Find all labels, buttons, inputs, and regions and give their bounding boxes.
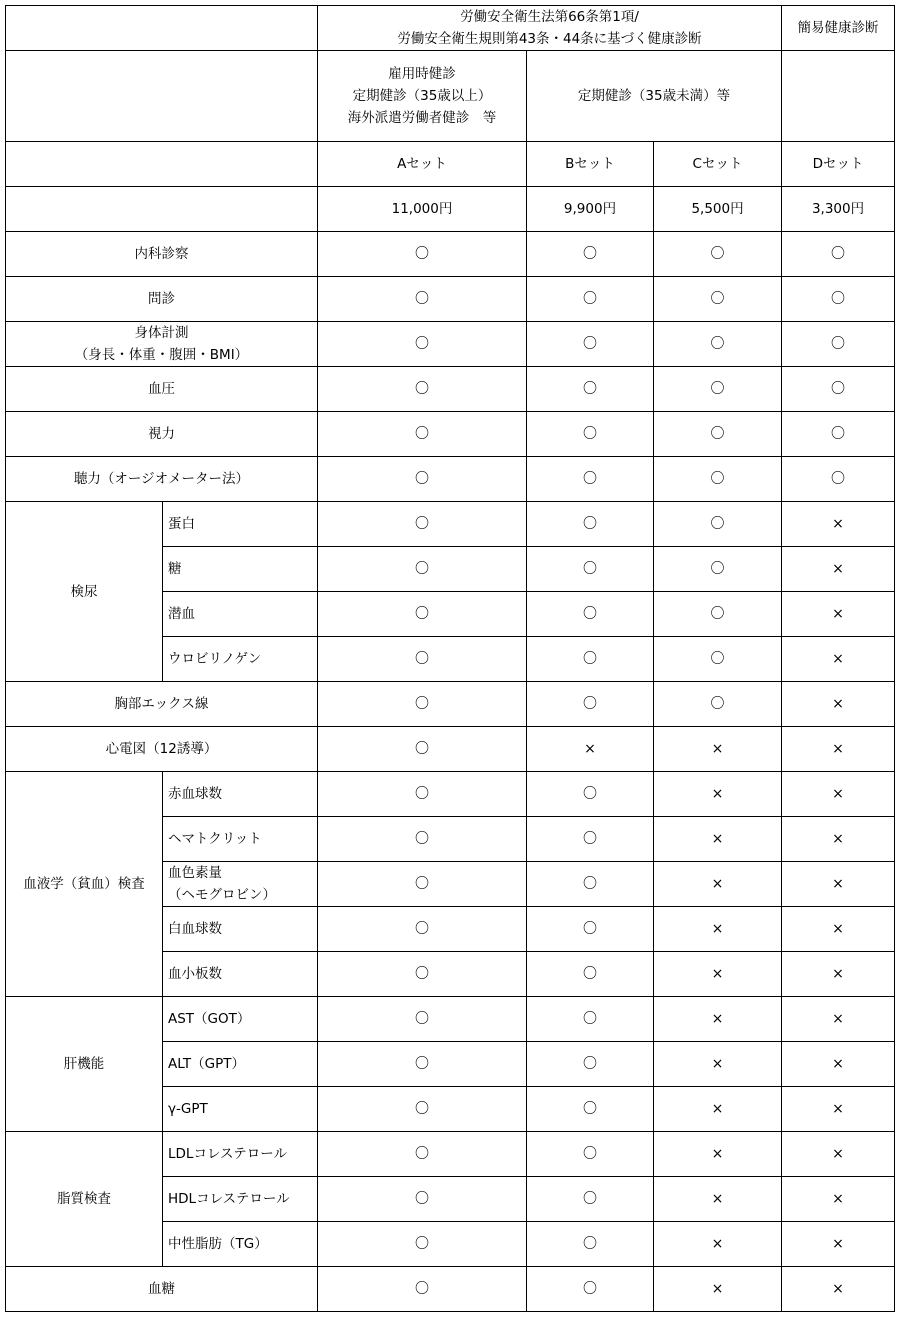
item-label-line2: （身長・体重・腹囲・BMI） [74, 347, 249, 363]
mark-a: 〇 [318, 1222, 527, 1267]
mark-b: 〇 [527, 817, 654, 862]
mark-c: 〇 [654, 682, 782, 727]
mark-b: 〇 [527, 1267, 654, 1312]
mark-c: 〇 [654, 592, 782, 637]
mark-b: 〇 [527, 1087, 654, 1132]
checkup-types-ab [318, 51, 527, 142]
item-label: 白血球数 [163, 907, 318, 952]
table-row [6, 367, 895, 412]
header-row-types [6, 51, 895, 142]
mark-c: 〇 [654, 232, 782, 277]
mark-d: × [782, 1042, 895, 1087]
mark-c: 〇 [654, 412, 782, 457]
mark-c: × [654, 727, 782, 772]
item-label: 中性脂肪（TG） [163, 1222, 318, 1267]
mark-d: 〇 [782, 457, 895, 502]
mark-c: × [654, 772, 782, 817]
item-label-line1: 血色素量 [168, 865, 222, 881]
header-blank-cell [6, 142, 318, 187]
mark-b: 〇 [527, 1042, 654, 1087]
mark-b: 〇 [527, 637, 654, 682]
mark-c: × [654, 817, 782, 862]
checkup-type-overseas: 海外派遣労働者健診 等 [347, 110, 497, 126]
item-label: 血糖 [6, 1267, 318, 1312]
mark-a: 〇 [318, 1087, 527, 1132]
header-blank-cell [6, 6, 318, 51]
mark-b: 〇 [527, 772, 654, 817]
group-label-lipid: 脂質検査 [6, 1132, 163, 1267]
mark-a: 〇 [318, 592, 527, 637]
mark-a: 〇 [318, 862, 527, 907]
mark-a: 〇 [318, 952, 527, 997]
simple-checkup-header: 簡易健康診断 [782, 6, 895, 51]
mark-a: 〇 [318, 322, 527, 367]
item-label: ウロビリノゲン [163, 637, 318, 682]
table-row [6, 1267, 895, 1312]
mark-b: 〇 [527, 907, 654, 952]
table-row [6, 322, 895, 367]
mark-a: 〇 [318, 412, 527, 457]
mark-d: × [782, 772, 895, 817]
set-name-b: Bセット [527, 142, 654, 187]
price-d: 3,300円 [782, 187, 895, 232]
mark-c: 〇 [654, 322, 782, 367]
mark-d: 〇 [782, 277, 895, 322]
table-row [6, 772, 895, 817]
checkup-type-hiring: 雇用時健診 [388, 66, 456, 82]
mark-b: 〇 [527, 682, 654, 727]
item-label: LDLコレステロール [163, 1132, 318, 1177]
item-label [163, 862, 318, 907]
header-blank-cell [782, 51, 895, 142]
mark-b: 〇 [527, 412, 654, 457]
mark-b: 〇 [527, 1177, 654, 1222]
table-row [6, 277, 895, 322]
item-label: AST（GOT） [163, 997, 318, 1042]
mark-d: × [782, 1267, 895, 1312]
table-row [6, 727, 895, 772]
mark-a: 〇 [318, 547, 527, 592]
item-label: 赤血球数 [163, 772, 318, 817]
mark-d: × [782, 682, 895, 727]
set-name-row [6, 142, 895, 187]
mark-c: × [654, 1132, 782, 1177]
item-label: 胸部エックス線 [6, 682, 318, 727]
mark-b: 〇 [527, 862, 654, 907]
mark-a: 〇 [318, 1042, 527, 1087]
item-label: 糖 [163, 547, 318, 592]
header-blank-cell [6, 51, 318, 142]
table-row [6, 1132, 895, 1177]
mark-c: × [654, 862, 782, 907]
mark-d: × [782, 952, 895, 997]
mark-a: 〇 [318, 907, 527, 952]
mark-a: 〇 [318, 682, 527, 727]
table-row [6, 232, 895, 277]
set-name-a: Aセット [318, 142, 527, 187]
mark-d: × [782, 592, 895, 637]
mark-b: 〇 [527, 547, 654, 592]
item-label: 潜血 [163, 592, 318, 637]
mark-d: 〇 [782, 322, 895, 367]
group-label-urine: 検尿 [6, 502, 163, 682]
header-row-law [6, 6, 895, 51]
mark-a: 〇 [318, 997, 527, 1042]
item-label: 聴力（オージオメーター法） [6, 457, 318, 502]
mark-a: 〇 [318, 232, 527, 277]
header-blank-cell [6, 187, 318, 232]
checkup-types-bc: 定期健診（35歳未満）等 [527, 51, 782, 142]
set-name-d: Dセット [782, 142, 895, 187]
item-label-line2: （ヘモグロビン） [168, 887, 276, 903]
mark-c: × [654, 952, 782, 997]
mark-a: 〇 [318, 457, 527, 502]
mark-c: 〇 [654, 637, 782, 682]
mark-d: × [782, 907, 895, 952]
law-header-line1: 労働安全衛生法第66条第1項/ [460, 9, 639, 25]
table-row [6, 997, 895, 1042]
mark-c: × [654, 1267, 782, 1312]
mark-a: 〇 [318, 277, 527, 322]
mark-a: 〇 [318, 1132, 527, 1177]
item-label: 血圧 [6, 367, 318, 412]
mark-b: × [527, 727, 654, 772]
mark-d: × [782, 997, 895, 1042]
mark-d: × [782, 817, 895, 862]
item-label: 問診 [6, 277, 318, 322]
mark-c: × [654, 907, 782, 952]
mark-b: 〇 [527, 457, 654, 502]
mark-c: 〇 [654, 547, 782, 592]
mark-d: × [782, 547, 895, 592]
health-checkup-table [5, 5, 895, 1312]
mark-d: × [782, 637, 895, 682]
mark-b: 〇 [527, 997, 654, 1042]
item-label: HDLコレステロール [163, 1177, 318, 1222]
mark-d: × [782, 502, 895, 547]
law-header [318, 6, 782, 51]
mark-a: 〇 [318, 772, 527, 817]
table-row [6, 682, 895, 727]
mark-c: × [654, 997, 782, 1042]
mark-a: 〇 [318, 727, 527, 772]
mark-b: 〇 [527, 502, 654, 547]
item-label: γ-GPT [163, 1087, 318, 1132]
mark-d: × [782, 1222, 895, 1267]
mark-c: × [654, 1042, 782, 1087]
mark-c: × [654, 1177, 782, 1222]
price-b: 9,900円 [527, 187, 654, 232]
mark-b: 〇 [527, 322, 654, 367]
table-row [6, 502, 895, 547]
mark-a: 〇 [318, 637, 527, 682]
mark-a: 〇 [318, 367, 527, 412]
mark-a: 〇 [318, 1267, 527, 1312]
table-row [6, 412, 895, 457]
mark-b: 〇 [527, 1132, 654, 1177]
item-label: 視力 [6, 412, 318, 457]
mark-c: × [654, 1087, 782, 1132]
mark-d: 〇 [782, 412, 895, 457]
price-c: 5,500円 [654, 187, 782, 232]
item-label-line1: 身体計測 [134, 325, 189, 341]
checkup-type-periodic-35plus: 定期健診（35歳以上） [352, 88, 492, 104]
mark-d: × [782, 1177, 895, 1222]
mark-d: 〇 [782, 367, 895, 412]
mark-d: × [782, 727, 895, 772]
price-row [6, 187, 895, 232]
item-label: 心電図（12誘導） [6, 727, 318, 772]
mark-b: 〇 [527, 592, 654, 637]
set-name-c: Cセット [654, 142, 782, 187]
mark-b: 〇 [527, 1222, 654, 1267]
price-a: 11,000円 [318, 187, 527, 232]
item-label: 蛋白 [163, 502, 318, 547]
mark-d: 〇 [782, 232, 895, 277]
item-label: 血小板数 [163, 952, 318, 997]
group-label-liver: 肝機能 [6, 997, 163, 1132]
mark-a: 〇 [318, 502, 527, 547]
mark-b: 〇 [527, 952, 654, 997]
mark-a: 〇 [318, 817, 527, 862]
mark-c: 〇 [654, 277, 782, 322]
mark-a: 〇 [318, 1177, 527, 1222]
mark-c: × [654, 1222, 782, 1267]
mark-d: × [782, 1132, 895, 1177]
item-label [6, 322, 318, 367]
mark-c: 〇 [654, 502, 782, 547]
mark-c: 〇 [654, 367, 782, 412]
group-label-blood: 血液学（貧血）検査 [6, 772, 163, 997]
mark-d: × [782, 1087, 895, 1132]
mark-b: 〇 [527, 367, 654, 412]
mark-b: 〇 [527, 232, 654, 277]
item-label: ヘマトクリット [163, 817, 318, 862]
law-header-line2: 労働安全衛生規則第43条・44条に基づく健康診断 [397, 31, 702, 47]
table-row [6, 457, 895, 502]
mark-d: × [782, 862, 895, 907]
mark-c: 〇 [654, 457, 782, 502]
item-label: 内科診察 [6, 232, 318, 277]
item-label: ALT（GPT） [163, 1042, 318, 1087]
mark-b: 〇 [527, 277, 654, 322]
